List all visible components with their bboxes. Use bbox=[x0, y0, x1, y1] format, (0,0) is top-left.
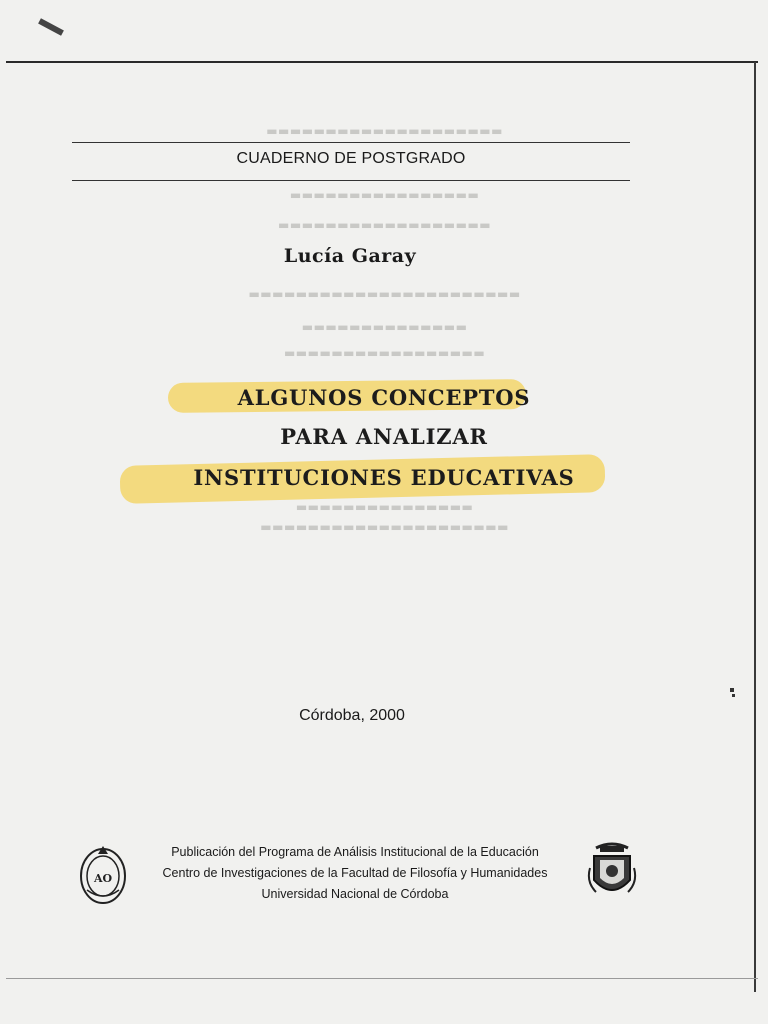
series-label: CUADERNO DE POSTGRADO bbox=[236, 150, 466, 167]
university-crest-icon bbox=[586, 838, 638, 904]
bleed-through-text: ▬▬▬▬▬▬▬▬▬▬▬▬▬▬▬▬▬▬▬▬ bbox=[265, 124, 503, 138]
publication-line-2: Centro de Investigaciones de la Facultad de Filosofía y Humanidades bbox=[162, 866, 548, 880]
publication-line-1: Publicación del Programa de Análisis Institucional de la Educación bbox=[171, 845, 539, 859]
bleed-through-text: ▬▬▬▬▬▬▬▬▬▬▬▬▬▬▬ bbox=[295, 500, 473, 514]
title-line-2: PARA ANALIZAR bbox=[280, 424, 488, 449]
header-rule-bottom bbox=[72, 180, 630, 181]
scan-artifact bbox=[732, 694, 735, 697]
publication-line-3: Universidad Nacional de Córdoba bbox=[261, 887, 449, 901]
bleed-through-text: ▬▬▬▬▬▬▬▬▬▬▬▬▬▬▬▬▬ bbox=[283, 346, 485, 360]
title-line-1: ALGUNOS CONCEPTOS bbox=[237, 385, 531, 410]
bleed-through-text: ▬▬▬▬▬▬▬▬▬▬▬▬▬▬▬▬▬▬▬▬▬ bbox=[259, 520, 509, 534]
bleed-through-text: ▬▬▬▬▬▬▬▬▬▬▬▬▬▬ bbox=[301, 320, 467, 334]
header-rule-top bbox=[72, 142, 630, 143]
sheet-edge-bottom bbox=[6, 978, 758, 979]
scan-artifact bbox=[730, 688, 734, 692]
bleed-through-text: ▬▬▬▬▬▬▬▬▬▬▬▬▬▬▬▬▬▬▬▬▬▬▬ bbox=[247, 287, 521, 301]
scan-artifact bbox=[38, 18, 64, 36]
institution-seal-icon bbox=[78, 842, 128, 906]
title-line-3: INSTITUCIONES EDUCATIVAS bbox=[193, 465, 575, 490]
svg-text:AO: AO bbox=[93, 872, 113, 885]
author-name: Lucía Garay bbox=[283, 245, 417, 267]
sheet-edge-top bbox=[6, 61, 758, 63]
publication-info bbox=[150, 842, 560, 905]
bleed-through-text: ▬▬▬▬▬▬▬▬▬▬▬▬▬▬▬▬ bbox=[289, 188, 479, 202]
bleed-through-text: ▬▬▬▬▬▬▬▬▬▬▬▬▬▬▬▬▬▬ bbox=[277, 218, 491, 232]
place-date: Córdoba, 2000 bbox=[299, 707, 405, 724]
